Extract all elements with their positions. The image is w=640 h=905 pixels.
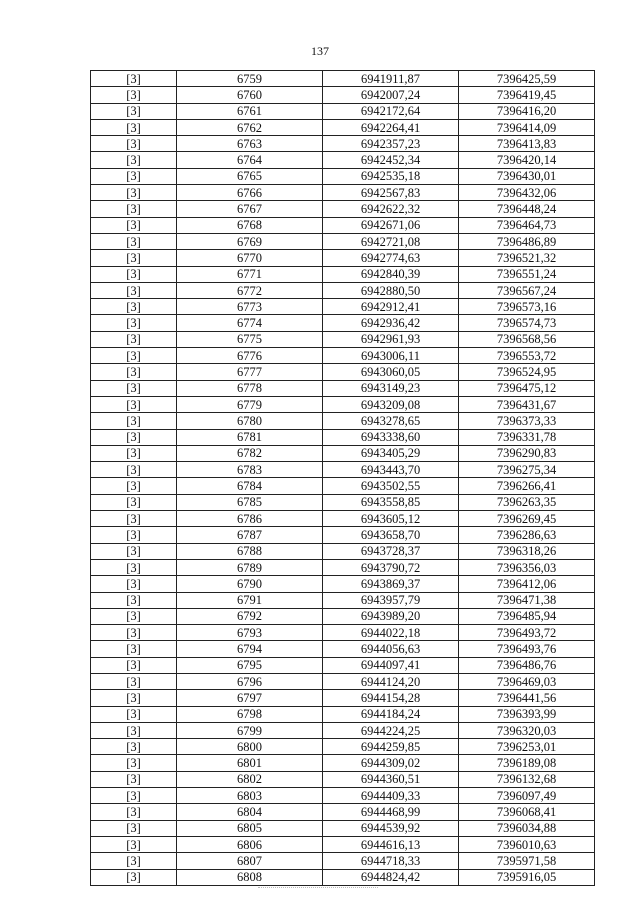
y-coordinate-cell: 7396419,45 — [459, 87, 595, 103]
x-coordinate-cell: 6942936,42 — [323, 315, 459, 331]
source-ref-cell: [3] — [91, 543, 177, 559]
point-number-cell: 6794 — [177, 641, 323, 657]
x-coordinate-cell: 6944468,99 — [323, 804, 459, 820]
y-coordinate-cell: 7396493,72 — [459, 625, 595, 641]
point-number-cell: 6793 — [177, 625, 323, 641]
x-coordinate-cell: 6943502,55 — [323, 478, 459, 494]
x-coordinate-cell: 6942671,06 — [323, 217, 459, 233]
y-coordinate-cell: 7396420,14 — [459, 152, 595, 168]
point-number-cell: 6789 — [177, 559, 323, 575]
page-number: 137 — [311, 44, 329, 58]
source-ref-cell: [3] — [91, 185, 177, 201]
table-row — [91, 103, 595, 119]
y-coordinate-cell: 7396551,24 — [459, 266, 595, 282]
source-ref-cell: [3] — [91, 625, 177, 641]
source-ref-cell: [3] — [91, 119, 177, 135]
x-coordinate-cell: 6943405,29 — [323, 445, 459, 461]
source-ref-cell: [3] — [91, 233, 177, 249]
x-coordinate-cell: 6943338,60 — [323, 429, 459, 445]
x-coordinate-cell: 6943443,70 — [323, 462, 459, 478]
table-row — [91, 119, 595, 135]
y-coordinate-cell: 7396430,01 — [459, 168, 595, 184]
table-row — [91, 853, 595, 869]
source-ref-cell: [3] — [91, 87, 177, 103]
y-coordinate-cell: 7396331,78 — [459, 429, 595, 445]
y-coordinate-cell: 7396290,83 — [459, 445, 595, 461]
source-ref-cell: [3] — [91, 445, 177, 461]
table-row — [91, 690, 595, 706]
source-ref-cell: [3] — [91, 364, 177, 380]
table-row — [91, 462, 595, 478]
point-number-cell: 6772 — [177, 282, 323, 298]
y-coordinate-cell: 7396486,76 — [459, 657, 595, 673]
table-row — [91, 625, 595, 641]
table-row — [91, 820, 595, 836]
table-row — [91, 576, 595, 592]
source-ref-cell: [3] — [91, 739, 177, 755]
point-number-cell: 6795 — [177, 657, 323, 673]
table-row — [91, 152, 595, 168]
x-coordinate-cell: 6944022,18 — [323, 625, 459, 641]
table-row — [91, 364, 595, 380]
table-row — [91, 380, 595, 396]
table-row — [91, 185, 595, 201]
point-number-cell: 6797 — [177, 690, 323, 706]
x-coordinate-cell: 6942961,93 — [323, 331, 459, 347]
y-coordinate-cell: 7396253,01 — [459, 739, 595, 755]
table-row — [91, 136, 595, 152]
source-ref-cell: [3] — [91, 494, 177, 510]
source-ref-cell: [3] — [91, 152, 177, 168]
point-number-cell: 6777 — [177, 364, 323, 380]
y-coordinate-cell: 7396132,68 — [459, 771, 595, 787]
source-ref-cell: [3] — [91, 103, 177, 119]
x-coordinate-cell: 6944360,51 — [323, 771, 459, 787]
source-ref-cell: [3] — [91, 396, 177, 412]
table-row — [91, 608, 595, 624]
source-ref-cell: [3] — [91, 722, 177, 738]
point-number-cell: 6806 — [177, 836, 323, 852]
y-coordinate-cell: 7396486,89 — [459, 233, 595, 249]
y-coordinate-cell: 7396431,67 — [459, 396, 595, 412]
table-row — [91, 559, 595, 575]
source-ref-cell: [3] — [91, 168, 177, 184]
source-ref-cell: [3] — [91, 527, 177, 543]
x-coordinate-cell: 6943869,37 — [323, 576, 459, 592]
table-row — [91, 168, 595, 184]
y-coordinate-cell: 7396416,20 — [459, 103, 595, 119]
source-ref-cell: [3] — [91, 429, 177, 445]
table-row — [91, 527, 595, 543]
point-number-cell: 6796 — [177, 673, 323, 689]
table-row — [91, 739, 595, 755]
y-coordinate-cell: 7396393,99 — [459, 706, 595, 722]
point-number-cell: 6763 — [177, 136, 323, 152]
x-coordinate-cell: 6943149,23 — [323, 380, 459, 396]
point-number-cell: 6807 — [177, 853, 323, 869]
source-ref-cell: [3] — [91, 804, 177, 820]
point-number-cell: 6769 — [177, 233, 323, 249]
source-ref-cell: [3] — [91, 641, 177, 657]
table-row — [91, 641, 595, 657]
point-number-cell: 6768 — [177, 217, 323, 233]
x-coordinate-cell: 6943989,20 — [323, 608, 459, 624]
table-row — [91, 282, 595, 298]
source-ref-cell: [3] — [91, 511, 177, 527]
x-coordinate-cell: 6942535,18 — [323, 168, 459, 184]
y-coordinate-cell: 7396414,09 — [459, 119, 595, 135]
table-row — [91, 722, 595, 738]
x-coordinate-cell: 6942840,39 — [323, 266, 459, 282]
point-number-cell: 6778 — [177, 380, 323, 396]
point-number-cell: 6802 — [177, 771, 323, 787]
y-coordinate-cell: 7396373,33 — [459, 413, 595, 429]
source-ref-cell: [3] — [91, 608, 177, 624]
table-row — [91, 71, 595, 87]
table-row — [91, 543, 595, 559]
point-number-cell: 6762 — [177, 119, 323, 135]
table-row — [91, 592, 595, 608]
x-coordinate-cell: 6944184,24 — [323, 706, 459, 722]
y-coordinate-cell: 7396412,06 — [459, 576, 595, 592]
x-coordinate-cell: 6942172,64 — [323, 103, 459, 119]
source-ref-cell: [3] — [91, 673, 177, 689]
y-coordinate-cell: 7395916,05 — [459, 869, 595, 885]
y-coordinate-cell: 7396469,03 — [459, 673, 595, 689]
y-coordinate-cell: 7396068,41 — [459, 804, 595, 820]
source-ref-cell: [3] — [91, 788, 177, 804]
point-number-cell: 6804 — [177, 804, 323, 820]
point-number-cell: 6785 — [177, 494, 323, 510]
source-ref-cell: [3] — [91, 348, 177, 364]
y-coordinate-cell: 7396318,26 — [459, 543, 595, 559]
source-ref-cell: [3] — [91, 836, 177, 852]
x-coordinate-cell: 6944409,33 — [323, 788, 459, 804]
x-coordinate-cell: 6944154,28 — [323, 690, 459, 706]
source-ref-cell: [3] — [91, 462, 177, 478]
source-ref-cell: [3] — [91, 282, 177, 298]
source-ref-cell: [3] — [91, 869, 177, 885]
table-row — [91, 315, 595, 331]
source-ref-cell: [3] — [91, 478, 177, 494]
x-coordinate-cell: 6943658,70 — [323, 527, 459, 543]
table-row — [91, 233, 595, 249]
x-coordinate-cell: 6943278,65 — [323, 413, 459, 429]
point-number-cell: 6783 — [177, 462, 323, 478]
source-ref-cell: [3] — [91, 413, 177, 429]
y-coordinate-cell: 7396432,06 — [459, 185, 595, 201]
table-row — [91, 299, 595, 315]
source-ref-cell: [3] — [91, 201, 177, 217]
y-coordinate-cell: 7396485,94 — [459, 608, 595, 624]
x-coordinate-cell: 6943006,11 — [323, 348, 459, 364]
x-coordinate-cell: 6944309,02 — [323, 755, 459, 771]
table-row — [91, 348, 595, 364]
point-number-cell: 6799 — [177, 722, 323, 738]
table-row — [91, 87, 595, 103]
x-coordinate-cell: 6942880,50 — [323, 282, 459, 298]
point-number-cell: 6790 — [177, 576, 323, 592]
source-ref-cell: [3] — [91, 771, 177, 787]
y-coordinate-cell: 7396464,73 — [459, 217, 595, 233]
x-coordinate-cell: 6944259,85 — [323, 739, 459, 755]
y-coordinate-cell: 7396320,03 — [459, 722, 595, 738]
table-row — [91, 217, 595, 233]
y-coordinate-cell: 7396275,34 — [459, 462, 595, 478]
source-ref-cell: [3] — [91, 592, 177, 608]
y-coordinate-cell: 7396097,49 — [459, 788, 595, 804]
point-number-cell: 6775 — [177, 331, 323, 347]
point-number-cell: 6791 — [177, 592, 323, 608]
x-coordinate-cell: 6944539,92 — [323, 820, 459, 836]
x-coordinate-cell: 6944124,20 — [323, 673, 459, 689]
point-number-cell: 6766 — [177, 185, 323, 201]
table-row — [91, 331, 595, 347]
x-coordinate-cell: 6942007,24 — [323, 87, 459, 103]
point-number-cell: 6759 — [177, 71, 323, 87]
x-coordinate-cell: 6944056,63 — [323, 641, 459, 657]
table-row — [91, 869, 595, 885]
point-number-cell: 6787 — [177, 527, 323, 543]
y-coordinate-cell: 7396574,73 — [459, 315, 595, 331]
table-row — [91, 429, 595, 445]
coordinates-table-body — [91, 71, 595, 886]
page-bottom-rule — [258, 887, 378, 888]
x-coordinate-cell: 6942452,34 — [323, 152, 459, 168]
source-ref-cell: [3] — [91, 559, 177, 575]
x-coordinate-cell: 6943558,85 — [323, 494, 459, 510]
table-row — [91, 413, 595, 429]
point-number-cell: 6774 — [177, 315, 323, 331]
point-number-cell: 6782 — [177, 445, 323, 461]
point-number-cell: 6760 — [177, 87, 323, 103]
point-number-cell: 6784 — [177, 478, 323, 494]
x-coordinate-cell: 6941911,87 — [323, 71, 459, 87]
source-ref-cell: [3] — [91, 299, 177, 315]
point-number-cell: 6798 — [177, 706, 323, 722]
table-row — [91, 201, 595, 217]
y-coordinate-cell: 7396471,38 — [459, 592, 595, 608]
point-number-cell: 6808 — [177, 869, 323, 885]
x-coordinate-cell: 6942567,83 — [323, 185, 459, 201]
source-ref-cell: [3] — [91, 331, 177, 347]
y-coordinate-cell: 7396573,16 — [459, 299, 595, 315]
point-number-cell: 6801 — [177, 755, 323, 771]
source-ref-cell: [3] — [91, 71, 177, 87]
x-coordinate-cell: 6944224,25 — [323, 722, 459, 738]
y-coordinate-cell: 7396493,76 — [459, 641, 595, 657]
y-coordinate-cell: 7396356,03 — [459, 559, 595, 575]
source-ref-cell: [3] — [91, 820, 177, 836]
point-number-cell: 6773 — [177, 299, 323, 315]
point-number-cell: 6788 — [177, 543, 323, 559]
x-coordinate-cell: 6943728,37 — [323, 543, 459, 559]
y-coordinate-cell: 7396034,88 — [459, 820, 595, 836]
table-row — [91, 250, 595, 266]
x-coordinate-cell: 6944824,42 — [323, 869, 459, 885]
source-ref-cell: [3] — [91, 755, 177, 771]
source-ref-cell: [3] — [91, 136, 177, 152]
point-number-cell: 6780 — [177, 413, 323, 429]
table-row — [91, 657, 595, 673]
y-coordinate-cell: 7396475,12 — [459, 380, 595, 396]
y-coordinate-cell: 7396568,56 — [459, 331, 595, 347]
source-ref-cell: [3] — [91, 853, 177, 869]
source-ref-cell: [3] — [91, 690, 177, 706]
source-ref-cell: [3] — [91, 217, 177, 233]
source-ref-cell: [3] — [91, 706, 177, 722]
y-coordinate-cell: 7396448,24 — [459, 201, 595, 217]
point-number-cell: 6764 — [177, 152, 323, 168]
y-coordinate-cell: 7396521,32 — [459, 250, 595, 266]
source-ref-cell: [3] — [91, 250, 177, 266]
table-row — [91, 788, 595, 804]
source-ref-cell: [3] — [91, 657, 177, 673]
point-number-cell: 6803 — [177, 788, 323, 804]
x-coordinate-cell: 6942721,08 — [323, 233, 459, 249]
x-coordinate-cell: 6944616,13 — [323, 836, 459, 852]
table-row — [91, 445, 595, 461]
x-coordinate-cell: 6943957,79 — [323, 592, 459, 608]
point-number-cell: 6786 — [177, 511, 323, 527]
y-coordinate-cell: 7396553,72 — [459, 348, 595, 364]
y-coordinate-cell: 7396269,45 — [459, 511, 595, 527]
y-coordinate-cell: 7396266,41 — [459, 478, 595, 494]
y-coordinate-cell: 7396441,56 — [459, 690, 595, 706]
point-number-cell: 6805 — [177, 820, 323, 836]
point-number-cell: 6779 — [177, 396, 323, 412]
x-coordinate-cell: 6942912,41 — [323, 299, 459, 315]
table-row — [91, 511, 595, 527]
x-coordinate-cell: 6943790,72 — [323, 559, 459, 575]
y-coordinate-cell: 7396010,63 — [459, 836, 595, 852]
y-coordinate-cell: 7396189,08 — [459, 755, 595, 771]
y-coordinate-cell: 7396425,59 — [459, 71, 595, 87]
table-row — [91, 494, 595, 510]
point-number-cell: 6761 — [177, 103, 323, 119]
table-row — [91, 804, 595, 820]
y-coordinate-cell: 7396567,24 — [459, 282, 595, 298]
point-number-cell: 6767 — [177, 201, 323, 217]
point-number-cell: 6771 — [177, 266, 323, 282]
x-coordinate-cell: 6943209,08 — [323, 396, 459, 412]
y-coordinate-cell: 7395971,58 — [459, 853, 595, 869]
x-coordinate-cell: 6943060,05 — [323, 364, 459, 380]
x-coordinate-cell: 6944718,33 — [323, 853, 459, 869]
point-number-cell: 6765 — [177, 168, 323, 184]
point-number-cell: 6781 — [177, 429, 323, 445]
x-coordinate-cell: 6942622,32 — [323, 201, 459, 217]
source-ref-cell: [3] — [91, 576, 177, 592]
source-ref-cell: [3] — [91, 266, 177, 282]
table-row — [91, 836, 595, 852]
x-coordinate-cell: 6944097,41 — [323, 657, 459, 673]
point-number-cell: 6792 — [177, 608, 323, 624]
source-ref-cell: [3] — [91, 315, 177, 331]
point-number-cell: 6770 — [177, 250, 323, 266]
table-row — [91, 673, 595, 689]
point-number-cell: 6800 — [177, 739, 323, 755]
x-coordinate-cell: 6942264,41 — [323, 119, 459, 135]
table-row — [91, 706, 595, 722]
table-row — [91, 396, 595, 412]
x-coordinate-cell: 6942357,23 — [323, 136, 459, 152]
table-row — [91, 755, 595, 771]
coordinates-table — [90, 70, 595, 886]
table-row — [91, 771, 595, 787]
point-number-cell: 6776 — [177, 348, 323, 364]
y-coordinate-cell: 7396286,63 — [459, 527, 595, 543]
x-coordinate-cell: 6943605,12 — [323, 511, 459, 527]
y-coordinate-cell: 7396413,83 — [459, 136, 595, 152]
y-coordinate-cell: 7396524,95 — [459, 364, 595, 380]
source-ref-cell: [3] — [91, 380, 177, 396]
table-row — [91, 266, 595, 282]
y-coordinate-cell: 7396263,35 — [459, 494, 595, 510]
table-row — [91, 478, 595, 494]
x-coordinate-cell: 6942774,63 — [323, 250, 459, 266]
